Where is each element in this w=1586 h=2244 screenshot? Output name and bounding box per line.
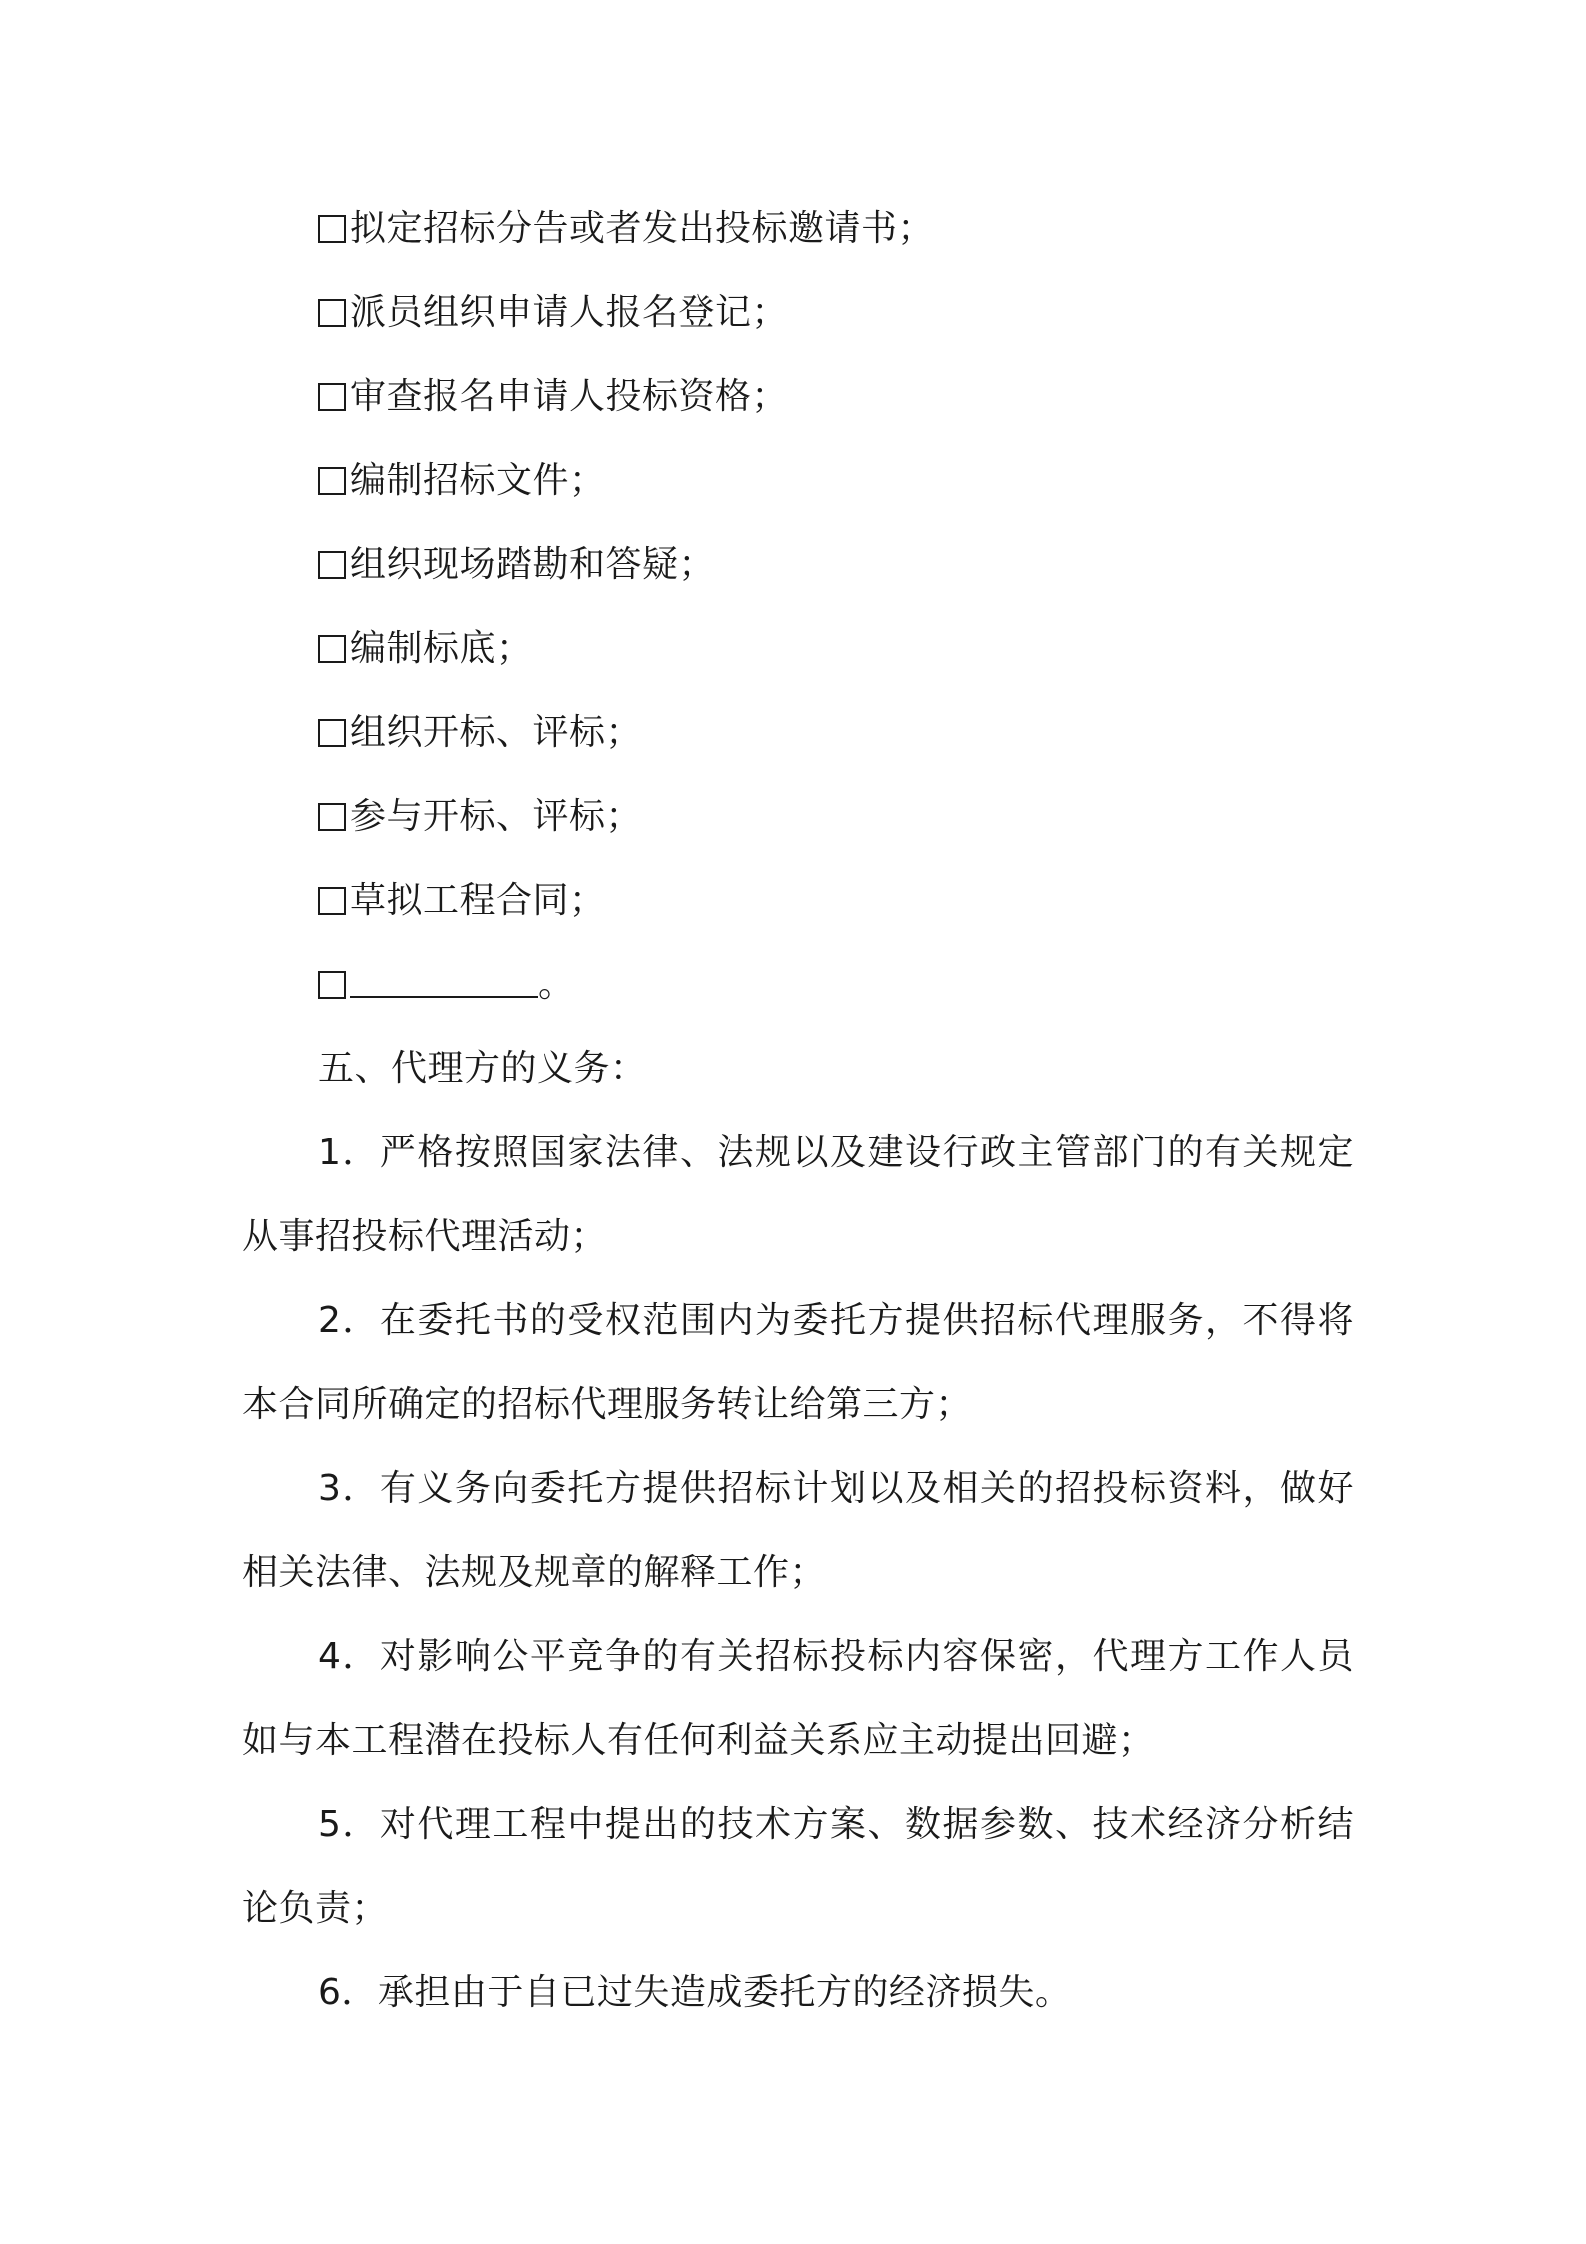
checkbox-item-text: 草拟工程合同；: [350, 880, 606, 921]
checkbox-item-text: 审查报名申请人投标资格；: [350, 376, 789, 417]
checkbox-item-text: 拟定招标分告或者发出投标邀请书；: [350, 208, 935, 249]
checkbox-icon: [318, 551, 346, 579]
checkbox-icon: [318, 635, 346, 663]
checkbox-item-text: 编制招标文件；: [350, 460, 606, 501]
checkbox-item: [318, 793, 642, 841]
checkbox-icon: [318, 299, 346, 327]
checkbox-icon: [318, 971, 346, 999]
checkbox-icon: [318, 383, 346, 411]
checkbox-item-blank: [318, 961, 575, 1009]
obligation-3-line1: 3．有义务向委托方提供招标计划以及相关的招投标资料，做好: [318, 1468, 1354, 1509]
checkbox-icon: [318, 719, 346, 747]
obligation-1-line1: 1．严格按照国家法律、法规以及建设行政主管部门的有关规定: [318, 1132, 1354, 1173]
section-heading: 五、代理方的义务：: [318, 1048, 647, 1089]
checkbox-item: [318, 289, 788, 337]
checkbox-item: [318, 877, 606, 925]
checkbox-item: [318, 625, 533, 673]
checkbox-icon: [318, 467, 346, 495]
checkbox-icon: [318, 803, 346, 831]
obligation-5-line1: 5．对代理工程中提出的技术方案、数据参数、技术经济分析结: [318, 1804, 1354, 1845]
checkbox-item: [318, 205, 934, 253]
checkbox-item-text: 派员组织申请人报名登记；: [350, 292, 789, 333]
checkbox-item: [318, 373, 788, 421]
obligation-1-line2: 从事招投标代理活动；: [242, 1216, 608, 1257]
obligation-4-line1: 4．对影响公平竞争的有关招标投标内容保密，代理方工作人员: [318, 1636, 1354, 1677]
obligation-2-line1: 2．在委托书的受权范围内为委托方提供招标代理服务，不得将: [318, 1300, 1354, 1341]
obligation-5-line2: 论负责；: [242, 1888, 389, 1929]
checkbox-icon: [318, 887, 346, 915]
checkbox-item-text: 参与开标、评标；: [350, 796, 643, 837]
checkbox-item-text: 组织现场踏勘和答疑；: [350, 544, 716, 585]
checkbox-item: [318, 457, 606, 505]
checkbox-item: [318, 541, 715, 589]
obligation-4-line2: 如与本工程潜在投标人有任何利益关系应主动提出回避；: [242, 1720, 1155, 1761]
blank-item-suffix: 。: [538, 964, 575, 1005]
checkbox-item-text: 编制标底；: [350, 628, 533, 669]
obligation-3-line2: 相关法律、法规及规章的解释工作；: [242, 1552, 827, 1593]
checkbox-item-text: 组织开标、评标；: [350, 712, 643, 753]
obligation-6-line1: 6．承担由于自已过失造成委托方的经济损失。: [318, 1972, 1072, 2013]
fill-in-blank: [350, 962, 538, 998]
checkbox-item: [318, 709, 642, 757]
obligation-2-line2: 本合同所确定的招标代理服务转让给第三方；: [242, 1384, 973, 1425]
checkbox-icon: [318, 215, 346, 243]
